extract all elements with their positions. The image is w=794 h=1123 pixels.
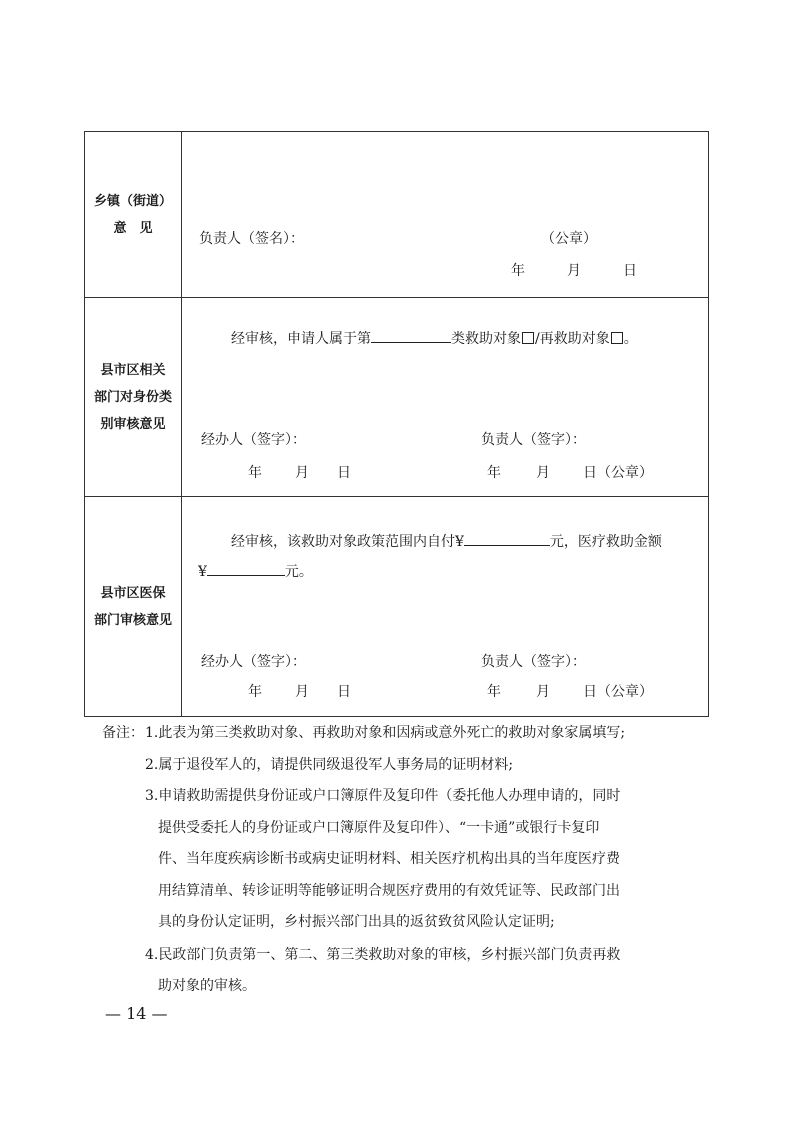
- application-form-table: [84, 131, 709, 717]
- medical-insurance-review-row: [85, 496, 708, 717]
- statement-text: ¥: [198, 564, 207, 580]
- identity-review-statement: [231, 328, 638, 348]
- statement-text: 元。: [284, 564, 313, 580]
- date-day-seal: 日（公章）: [583, 465, 653, 481]
- date-month: 月: [295, 465, 309, 481]
- label-line: 部门审核意见: [93, 613, 172, 628]
- statement-text: 经审核，申请人属于第: [231, 331, 371, 347]
- statement-text: 元，医疗救助金额: [549, 534, 662, 550]
- date-month: 月: [295, 684, 309, 700]
- remarks-prefix: 备注：: [102, 725, 144, 741]
- handler-signature-field[interactable]: 经办人（签字）：: [201, 654, 306, 670]
- date-year: 年: [248, 684, 262, 700]
- date-day: 日: [337, 465, 351, 481]
- remark-line: 助对象的审核。: [158, 978, 256, 994]
- date-year: 年: [248, 465, 262, 481]
- self-pay-amount-blank[interactable]: [464, 531, 550, 546]
- statement-text: /再救助对象: [535, 331, 610, 347]
- label-line: 别审核意见: [100, 416, 166, 432]
- label-line: 县市区相关: [100, 362, 166, 378]
- date-month: 月: [567, 263, 581, 279]
- remark-line: 1.此表为第三类救助对象、再救助对象和因病或意外死亡的救助对象家属填写;: [145, 725, 626, 741]
- remark-line: 具的身份认定证明，乡村振兴部门出具的返贫致贫风险认定证明;: [158, 914, 555, 930]
- identity-review-row: [85, 297, 708, 496]
- date-year: 年: [487, 684, 501, 700]
- medical-insurance-review-label: [85, 497, 182, 717]
- remark-line: 3.申请救助需提供身份证或户口簿原件及复印件（委托他人办理申请的，同时: [145, 788, 621, 804]
- date-day-seal: 日（公章）: [583, 684, 653, 700]
- category-number-blank[interactable]: [371, 328, 451, 343]
- remark-line: 4.民政部门负责第一、第二、第三类救助对象的审核，乡村振兴部门负责再救: [145, 947, 621, 963]
- date-year: 年: [487, 465, 501, 481]
- identity-review-label: [85, 298, 182, 496]
- statement-text: 。: [623, 331, 638, 347]
- responsible-signature-field[interactable]: 负责人（签字）：: [481, 654, 586, 670]
- re-assistance-checkbox[interactable]: [611, 332, 623, 344]
- handler-signature-field[interactable]: 经办人（签字）：: [201, 432, 306, 448]
- medical-review-statement-line2: [198, 561, 313, 581]
- date-day: 日: [337, 684, 351, 700]
- label-line: 县市区医保: [100, 586, 166, 601]
- responsible-signature-field[interactable]: 负责人（签字）：: [481, 432, 586, 448]
- label-line: 意 见: [113, 220, 153, 236]
- township-opinion-label: [85, 132, 182, 297]
- assistance-amount-blank[interactable]: [207, 561, 285, 576]
- date-year: 年: [511, 263, 525, 279]
- remark-line: 件、当年度疾病诊断书或病史证明材料、相关医疗机构出具的当年度医疗费: [158, 851, 620, 867]
- remark-line: 2.属于退役军人的，请提供同级退役军人事务局的证明材料;: [145, 757, 514, 773]
- label-line: 部门对身份类: [93, 389, 172, 405]
- township-opinion-row: [85, 132, 708, 297]
- remark-line: 用结算清单、转诊证明等能够证明合规医疗费用的有效凭证等、民政部门出: [158, 883, 620, 899]
- page-number: — 14 —: [105, 1004, 168, 1023]
- remark-line: 提供受委托人的身份证或户口簿原件及复印件）、“一卡通”或银行卡复印: [158, 820, 600, 836]
- date-day: 日: [623, 263, 637, 279]
- medical-review-statement-line1: [231, 531, 662, 551]
- category-checkbox[interactable]: [522, 332, 534, 344]
- date-month: 月: [536, 684, 550, 700]
- statement-text: 类救助对象: [451, 331, 521, 347]
- label-line: 乡镇（街道）: [93, 193, 172, 209]
- statement-text: 经审核，该救助对象政策范围内自付¥: [231, 534, 464, 550]
- official-seal-label: （公章）: [541, 231, 597, 247]
- date-month: 月: [536, 465, 550, 481]
- responsible-signature-field[interactable]: 负责人（签名）：: [199, 231, 304, 247]
